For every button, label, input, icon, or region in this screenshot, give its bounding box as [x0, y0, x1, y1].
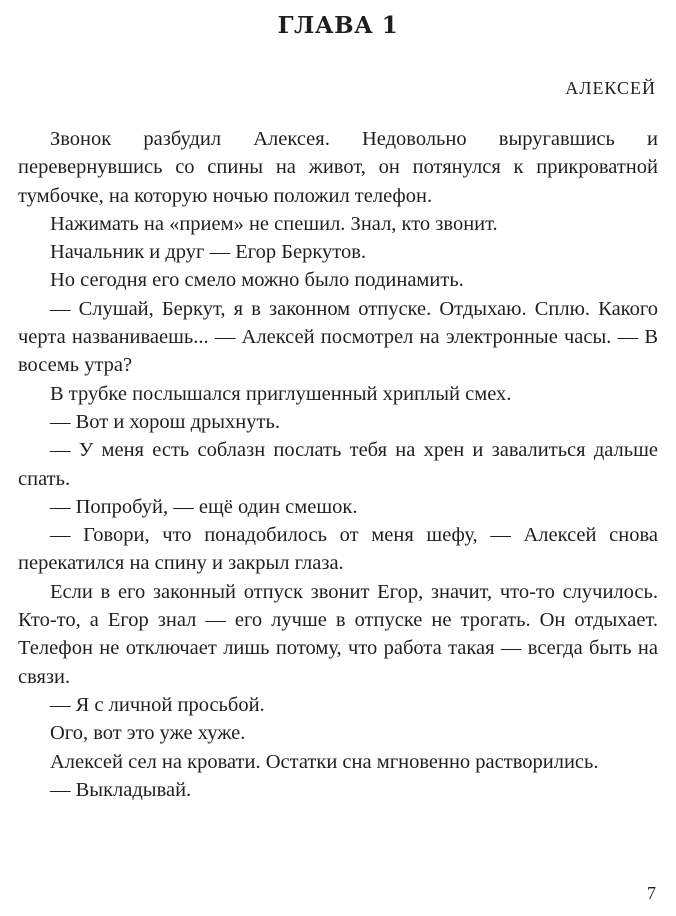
paragraph: — Попробуй, — ещё один смешок. [50, 495, 358, 518]
paragraph: Нажимать на «прием» не спешил. Знал, кто звонит. [50, 212, 498, 235]
paragraph: Звонок разбудил Алексея. Недовольно выругавшись и перевернувшись со спины на живот, он потянулся к прикроватной тумбочке, на которую ночью положил телефон. [18, 128, 658, 207]
paragraph: Ого, вот это уже хуже. [50, 722, 246, 745]
paragraph: Алексей сел на кровати. Остатки сна мгновенно растворились. [50, 750, 599, 773]
pov-character-heading: АЛЕКСЕЙ [565, 78, 656, 98]
paragraph: Но сегодня его смело можно было подинамить. [50, 269, 464, 292]
paragraph: — Я с личной просьбой. [50, 693, 265, 716]
paragraph: — У меня есть соблазн послать тебя на хрен и завалиться дальше спать. [18, 439, 658, 490]
paragraph: — Говори, что понадобилось от меня шефу, — Алексей снова перекатился на спину и закрыл глаза. [18, 524, 658, 575]
paragraph: Если в его законный отпуск звонит Егор, значит, что-то случилось. Кто-то, а Егор знал — его лучше в отпуске не трогать. Он отдыхает. Телефон не отключает лишь потому, что работа такая — всегда быть на связи. [18, 580, 658, 688]
paragraph: В трубке послышался приглушенный хриплый смех. [50, 382, 512, 405]
page-number: 7 [647, 883, 656, 903]
chapter-title: ГЛАВА 1 [277, 12, 399, 39]
paragraph: — Выкладывай. [50, 778, 192, 801]
paragraph: — Вот и хорош дрыхнуть. [50, 410, 280, 433]
paragraph: Начальник и друг — Егор Беркутов. [50, 241, 367, 264]
chapter-body [18, 125, 658, 804]
paragraph: — Слушай, Беркут, я в законном отпуске. Отдыхаю. Сплю. Какого черта названиваешь... — Алексей посмотрел на электронные часы. — В восемь утра? [18, 297, 658, 377]
